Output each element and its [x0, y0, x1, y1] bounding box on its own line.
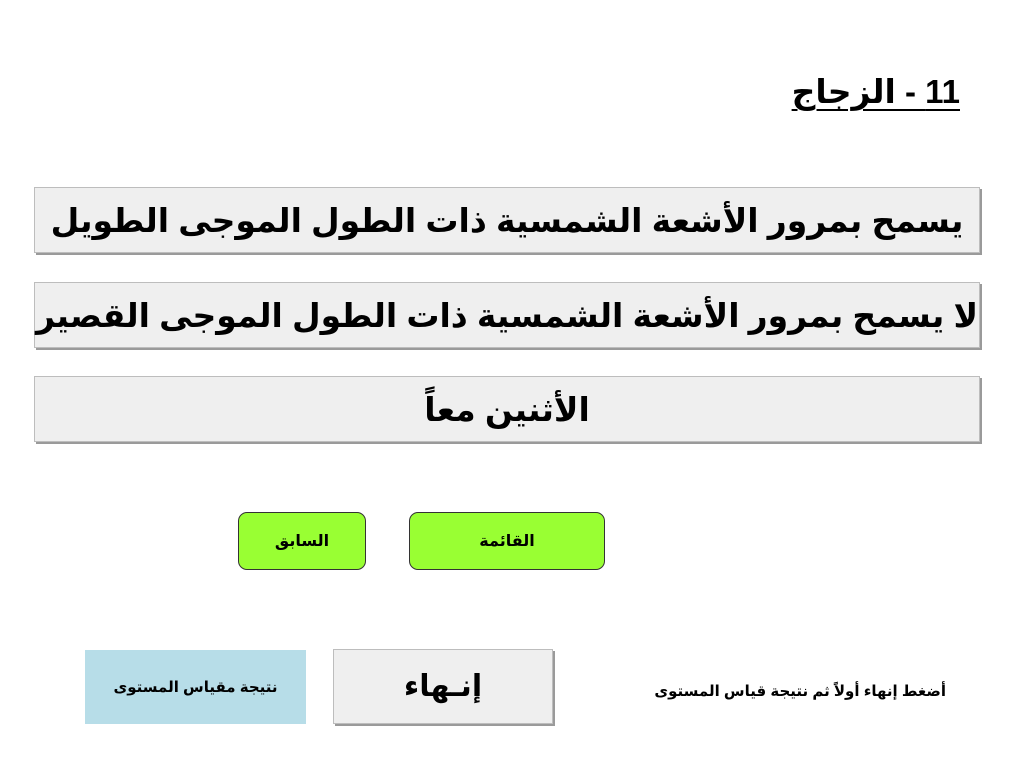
finish-button[interactable]: إنـهاء — [333, 649, 553, 724]
level-result-button[interactable]: نتيجة مقياس المستوى — [85, 650, 306, 724]
instruction-text: أضغط إنهاء أولاً ثم نتيجة قياس المستوى — [654, 683, 946, 700]
answer-option-1[interactable]: يسمح بمرور الأشعة الشمسية ذات الطول الموجى الطويل — [34, 187, 980, 253]
answer-option-2[interactable]: لا يسمح بمرور الأشعة الشمسية ذات الطول الموجى القصير — [34, 282, 980, 348]
question-title: 11 - الزجاج — [791, 73, 960, 110]
previous-button[interactable]: السابق — [238, 512, 366, 570]
answer-option-3[interactable]: الأثنين معاً — [34, 376, 980, 442]
menu-button[interactable]: القائمة — [409, 512, 605, 570]
